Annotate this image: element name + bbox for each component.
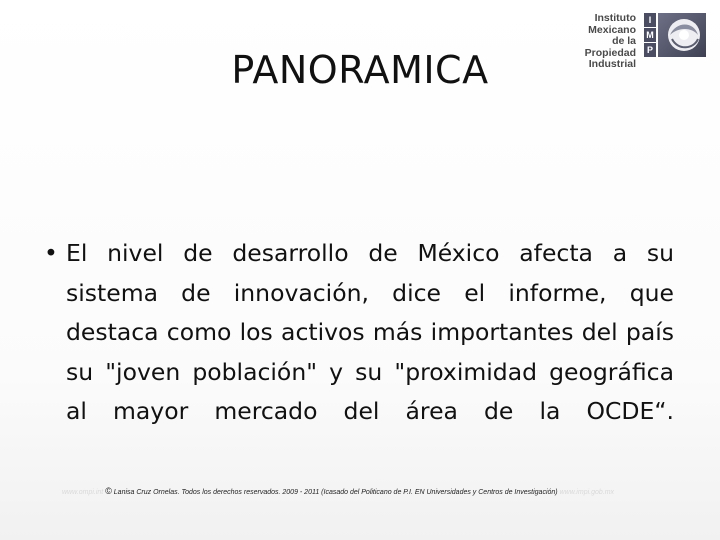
logo-letter: I [644,13,656,27]
slide-title: PANORAMICA [231,48,489,92]
copyright-icon: © [105,486,112,496]
logo-line: Mexicano [588,23,636,36]
bullet-text: El nivel de desarrollo de México afecta a su sistema de innovación, dice el informe, que destaca como los activos más importantes del país su "joven población" y su "proximidad geográfica al mayor mercado del área de la OCDE“. [66,239,674,425]
footer-text: Lanisa Cruz Ornelas. Todos los derechos reservados. 2009 - 2011 (Icasado del Politicano de P.I. EN Universidades y Centros de Investigación) [113,489,558,496]
logo-letters [644,13,656,58]
logo [560,10,710,70]
logo-text [560,13,636,71]
footer-faint-right: www.impi.gob.mx [559,489,615,496]
bullet-dot-icon: • [44,239,58,267]
logo-line: Instituto [594,12,636,24]
bullet-list [44,234,674,432]
logo-letter: M [644,28,656,42]
logo-line: Industrial [588,58,636,70]
footer-faint-left: www.ompi.int [62,489,104,496]
logo-letter: P [644,43,656,57]
logo-emblem-icon [658,13,706,57]
footer [62,486,682,496]
logo-line: de la Propiedad [584,35,636,59]
